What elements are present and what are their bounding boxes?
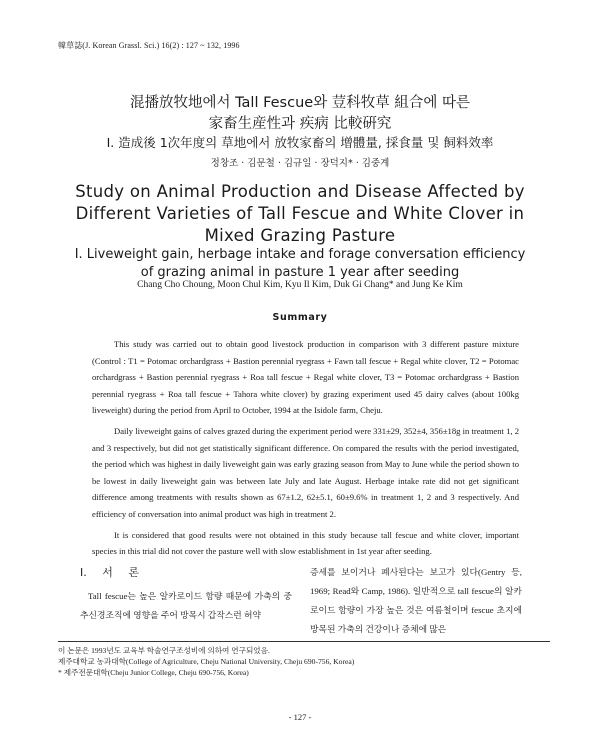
page-number: - 127 - [288,712,312,722]
footnote-affiliation-1: 제주대학교 농과대학(College of Agriculture, Cheju National University, Cheju 690-756, Korea) [58,657,355,666]
english-subtitle-line-1: Ⅰ. Liveweight gain, herbage intake and forage conversation efficiency [74,247,526,262]
footnote-divider [58,641,550,642]
body-column-left [80,563,292,625]
summary-paragraph-1: This study was carried out to obtain good livestock production in comparison with 3 different pasture mixture (Control : T1 = Potomac orchardgrass + Bastion perennial ryegrass + Fawn tall fescue + Regal white clover, T2 = Potomac orchardgrass + Bastion perennial ryegrass + Roa tall fescue + Regal white clover, T3 = Potomac orchardgrass + Bastion perennial ryegrass + Roa tall fescue + Tahora white clover) by grazing experiment used 45 dairy calves (about 100kg liveweight) during the period from April to October, 1994 at the Isidole farm, Cheju. [92,339,519,416]
english-title-line-1: Study on Animal Production and Disease Affected by [75,182,525,201]
section-heading-introduction: Ⅰ. 서 론 [80,566,139,579]
summary-paragraph-3: It is considered that good results were not obtained in this study because tall fescue and white clover, important species in this trial did not cover the pasture well with slow establishment in 1st year after seeding. [92,529,519,557]
journal-reference: 韓草誌(J. Korean Grassl. Sci.) 16(2) : 127 ~ 132, 1996 [58,41,240,50]
summary-paragraph-2: Daily liveweight gains of calves grazed during the experiment period were 331±29, 352±4, 356±18g in treatment 1, 2 and 3 respectively, but did not get statistically significant difference. On compared the results with the period investigated, the period which was highest in daily liveweight gain was early grazing season from May to June while the period shown to be lowest in daily liveweight gain was between late July and late August. Herbage intake rate did not get significant difference among treatments with results shown as 67±1.2, 62±5.1, 60±9.6% in treatment 1, 2 and 3 respectively. And efficiency of conversation into animal product was high in treatment 2. [92,425,519,519]
korean-title-line-1: 混播放牧地에서 Tall Fescue와 荳科牧草 組合에 따른 [129,95,471,111]
english-title-line-3: Mixed Grazing Pasture [204,226,396,245]
body-column-right [310,563,522,639]
summary-abstract [92,336,519,564]
english-subtitle-line-2: of grazing animal in pasture 1 year after seeding [140,264,460,280]
footnote-affiliation-2: * 제주전문대학(Cheju Junior College, Cheju 690-756, Korea) [58,668,249,677]
korean-title [0,93,600,135]
english-subtitle [0,246,600,281]
english-title [0,181,600,247]
korean-authors: 정창조 · 김문철 · 김규일 · 장덕지* · 김중계 [210,158,390,169]
english-authors: Chang Cho Choung, Moon Chul Kim, Kyu Il Kim, Duk Gi Chang* and Jung Ke Kim [137,280,463,290]
english-title-line-2: Different Varieties of Tall Fescue and White Clover in [75,204,525,223]
footnote-funding: 이 논문은 1993년도 교육부 학술연구조성비에 의하여 연구되었음. [58,646,270,655]
summary-heading: Summary [272,312,328,323]
body-text-right: 증세를 보이거나 폐사된다는 보고가 있다(Gentry 등, 1969; Read와 Camp, 1986). 일반적으로 tall fescue의 알카로이드 함량이 가장 높은 것은 여름철이며 fescue 초지에 방목된 가축의 건강이나 증체에 많은 [310,567,522,634]
korean-subtitle: Ⅰ. 造成後 1次年度의 草地에서 放牧家畜의 增體量, 採食量 및 飼料效率 [106,135,494,150]
footnotes [58,645,550,678]
korean-title-line-2: 家畜生産性과 疾病 比較硏究 [208,116,392,132]
body-text-left: Tall fescue는 높은 알카로이드 함량 때문에 가축의 중추신경조직에 영향을 주어 방목시 갑작스런 허약 [80,591,292,620]
